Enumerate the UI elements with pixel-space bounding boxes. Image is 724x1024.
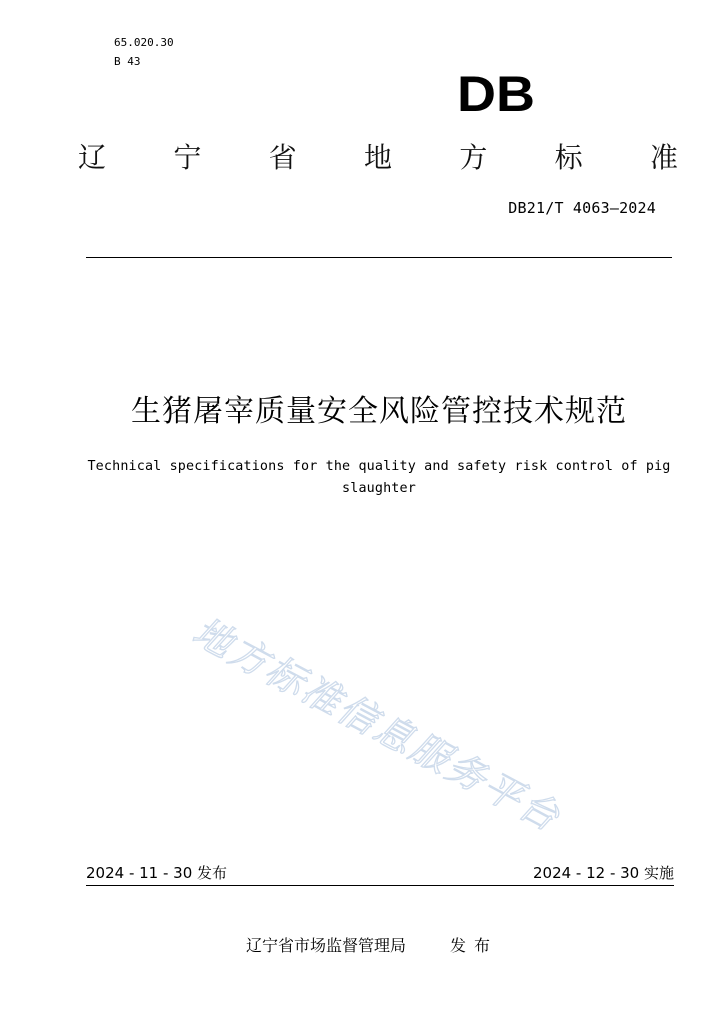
implementation-date: 2024 - 12 - 30 实施 [532,864,674,882]
watermark [180,600,600,840]
standard-type-char: 地 [363,141,392,174]
ics-code: 65.020.30 [114,36,174,49]
standard-type-char: 辽 [78,141,107,174]
title-english-line2: slaughter [342,481,416,496]
top-divider [86,257,672,258]
publisher: 辽宁省市场监督管理局 [246,936,407,955]
standard-type-char: 标 [554,141,583,174]
db-logo-text: DB [457,72,535,114]
issue-date: 2024 - 11 - 30 发布 [86,864,228,882]
standard-type-char: 准 [649,141,678,174]
watermark-text: 地方标准信息服务平台 [185,609,569,840]
ccs-code: B 43 [114,55,141,68]
publish-label: 发布 [450,936,499,955]
db-logo [456,72,536,114]
standard-number: DB21/T 4063—2024 [508,199,656,217]
standard-type-char: 省 [268,141,297,174]
standard-type-char: 方 [459,141,488,174]
title-chinese: 生猪屠宰质量安全风险管控技术规范 [131,394,627,429]
standard-type [78,138,678,178]
title-english-line1: Technical specifications for the quality and safety risk control of pig [87,459,671,474]
bottom-divider [86,885,674,886]
title-english [84,456,674,500]
standard-type-char: 宁 [173,141,202,174]
